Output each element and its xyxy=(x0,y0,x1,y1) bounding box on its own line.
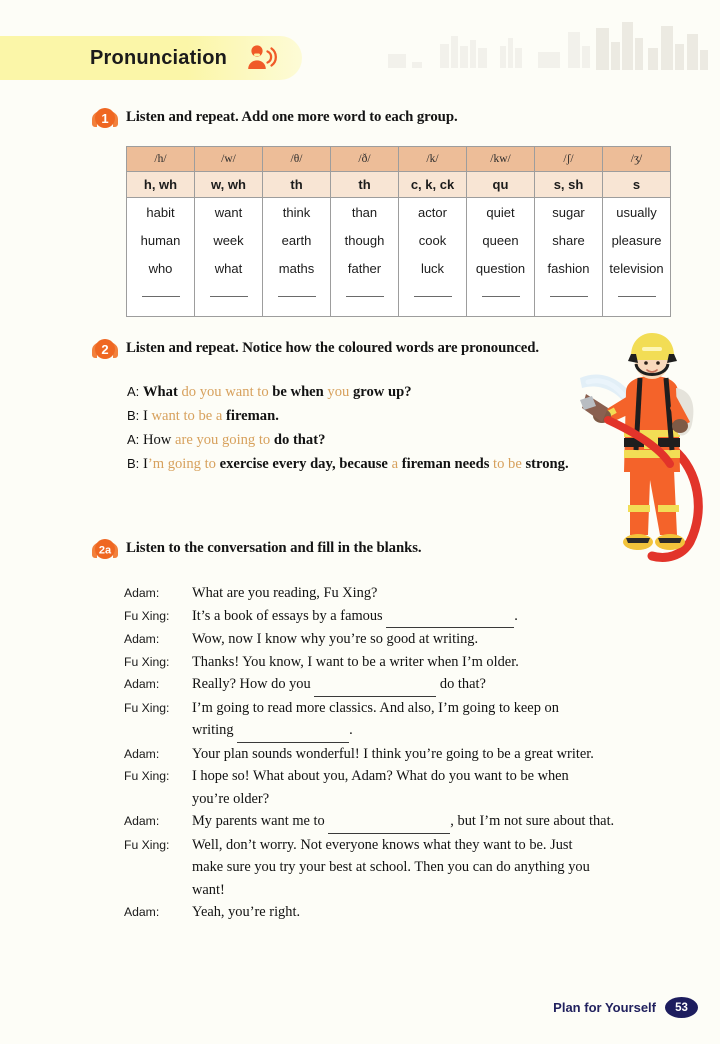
highlighted-phrase: do you want to xyxy=(181,384,273,400)
word-cell: week xyxy=(195,226,263,254)
conversation-text: writing . xyxy=(192,720,709,743)
word-blank-cell[interactable] xyxy=(467,282,535,317)
dialogue-text: grow up? xyxy=(352,384,412,400)
word-cell: sugar xyxy=(535,198,603,227)
footer-unit-title: Plan for Yourself xyxy=(553,1000,656,1015)
conversation-row xyxy=(124,857,709,879)
banner-title: Pronunciation xyxy=(90,46,228,69)
dialogue-speaker: A: xyxy=(127,384,140,399)
speaking-person-icon xyxy=(245,43,277,73)
dialogue-line xyxy=(127,380,569,404)
conversation-speaker: Adam: xyxy=(124,632,160,646)
dialogue-text: strong. xyxy=(525,456,569,472)
conversation-speaker: Adam: xyxy=(124,746,160,761)
city-skyline-watermark xyxy=(382,18,712,80)
word-cell: habit xyxy=(127,198,195,227)
activity-badge-2a xyxy=(88,534,122,562)
highlighted-phrase: to be xyxy=(493,456,526,472)
conversation-speaker: Fu Xing: xyxy=(124,837,170,852)
word-cell: question xyxy=(467,254,535,282)
fill-in-blank[interactable] xyxy=(386,606,514,629)
conversation-row xyxy=(124,789,709,811)
pronunciation-dialogue xyxy=(127,380,569,476)
conversation-speaker: Adam: xyxy=(124,677,160,691)
svg-text:2: 2 xyxy=(101,342,109,357)
dialogue-text: I xyxy=(142,408,152,424)
word-cell: queen xyxy=(467,226,535,254)
conversation-row xyxy=(124,811,709,834)
phonetic-table xyxy=(126,146,671,317)
blank-line xyxy=(210,296,248,297)
dialogue-text: How xyxy=(142,432,175,448)
blank-line xyxy=(550,296,588,297)
dialogue-text: be when xyxy=(272,384,328,400)
word-blank-cell[interactable] xyxy=(603,282,671,317)
table-row-words xyxy=(127,226,671,254)
fill-in-blank[interactable] xyxy=(328,811,450,834)
activity-badge-2 xyxy=(88,334,122,362)
word-cell: father xyxy=(331,254,399,282)
conversation-row xyxy=(124,698,709,720)
blank-line xyxy=(414,296,452,297)
word-cell: who xyxy=(127,254,195,282)
blank-line xyxy=(482,296,520,297)
conversation-speaker xyxy=(124,857,192,860)
letter-group-cell: c, k, ck xyxy=(399,172,467,198)
conversation-row xyxy=(124,652,709,674)
activity-2a-heading: Listen to the conversation and fill in the blanks. xyxy=(126,540,422,556)
word-cell: actor xyxy=(399,198,467,227)
word-blank-cell[interactable] xyxy=(127,282,195,317)
word-cell: though xyxy=(331,226,399,254)
word-blank-cell[interactable] xyxy=(331,282,399,317)
conversation-text: What are you reading, Fu Xing? xyxy=(192,585,378,601)
table-row-blanks[interactable] xyxy=(127,282,671,317)
activity-badge-1 xyxy=(88,103,122,131)
word-blank-cell[interactable] xyxy=(535,282,603,317)
letter-group-cell: th xyxy=(331,172,399,198)
dialogue-text: fireman needs xyxy=(401,456,494,472)
letter-group-cell: qu xyxy=(467,172,535,198)
dialogue-text: What xyxy=(142,384,182,400)
word-blank-cell[interactable] xyxy=(195,282,263,317)
conversation-speaker xyxy=(124,720,192,723)
conversation-speaker xyxy=(124,880,192,883)
conversation-text: Yeah, you’re right. xyxy=(192,904,301,920)
conversation-speaker: Adam: xyxy=(124,586,160,600)
conversation-speaker: Fu Xing: xyxy=(124,769,170,783)
conversation-row xyxy=(124,583,709,605)
page-footer xyxy=(553,997,698,1018)
highlighted-phrase: you xyxy=(327,384,353,400)
svg-text:1: 1 xyxy=(101,111,109,126)
letter-group-cell: w, wh xyxy=(195,172,263,198)
highlighted-phrase: want to be a xyxy=(151,408,227,424)
svg-text:2a: 2a xyxy=(98,544,112,557)
conversation-row xyxy=(124,629,709,651)
dialogue-speaker: A: xyxy=(127,432,140,447)
table-row-words xyxy=(127,198,671,227)
conversation-text: I hope so! What about you, Adam? What do you want to be when xyxy=(192,768,569,784)
conversation-speaker: Fu Xing: xyxy=(124,700,170,715)
phonetic-symbol-cell: /ʃ/ xyxy=(535,147,603,172)
word-cell: human xyxy=(127,226,195,254)
letter-group-cell: th xyxy=(263,172,331,198)
page-number-badge: 53 xyxy=(665,997,698,1018)
highlighted-phrase: are you going to xyxy=(174,432,274,448)
conversation-text: make sure you try your best at school. Then you can do anything you xyxy=(192,859,590,875)
conversation-text: Your plan sounds wonderful! I think you’re going to be a great writer. xyxy=(192,745,594,762)
word-cell: luck xyxy=(399,254,467,282)
dialogue-text: do that? xyxy=(273,432,326,448)
conversation-row xyxy=(124,744,709,766)
fill-in-blank[interactable] xyxy=(314,674,436,697)
word-cell: quiet xyxy=(467,198,535,227)
activity-2-heading: Listen and repeat. Notice how the coloured words are pronounced. xyxy=(126,340,539,356)
word-blank-cell[interactable] xyxy=(399,282,467,317)
letter-group-cell: h, wh xyxy=(127,172,195,198)
conversation-row xyxy=(124,674,709,697)
conversation-text: Really? How do you do that? xyxy=(192,674,709,697)
phonetic-symbol-cell: /h/ xyxy=(127,147,195,172)
dialogue-speaker: B: xyxy=(127,456,140,471)
conversation-text: you’re older? xyxy=(192,790,270,807)
conversation-speaker: Adam: xyxy=(124,814,160,828)
word-cell: cook xyxy=(399,226,467,254)
conversation-speaker: Fu Xing: xyxy=(124,654,170,669)
blank-line xyxy=(346,296,384,297)
fill-in-blank[interactable] xyxy=(237,720,349,743)
highlighted-phrase: ’m going to xyxy=(147,456,220,472)
table-row-symbols xyxy=(127,147,671,172)
dialogue-text: I xyxy=(142,456,148,472)
table-row-letters xyxy=(127,172,671,198)
word-cell: fashion xyxy=(535,254,603,282)
conversation-text: Well, don’t worry. Not everyone knows what they want to be. Just xyxy=(192,836,573,853)
dialogue-text: exercise every day, because xyxy=(219,456,392,472)
word-cell: usually xyxy=(603,198,671,227)
letter-group-cell: s xyxy=(603,172,671,198)
letter-group-cell: s, sh xyxy=(535,172,603,198)
fireman-with-hose-illustration xyxy=(578,330,720,565)
conversation-row xyxy=(124,606,709,629)
pronunciation-banner xyxy=(0,36,302,80)
word-cell: think xyxy=(263,198,331,227)
conversation-speaker: Adam: xyxy=(124,905,160,919)
conversation-text: Wow, now I know why you’re so good at writing. xyxy=(192,631,479,647)
dialogue-speaker: B: xyxy=(127,408,140,423)
conversation-transcript xyxy=(124,583,709,925)
phonetic-symbol-cell: /k/ xyxy=(399,147,467,172)
word-cell: television xyxy=(603,254,671,282)
word-cell: earth xyxy=(263,226,331,254)
word-cell: share xyxy=(535,226,603,254)
highlighted-phrase: a xyxy=(391,456,402,472)
conversation-speaker: Fu Xing: xyxy=(124,608,170,623)
phonetic-symbol-cell: /ð/ xyxy=(331,147,399,172)
word-cell: pleasure xyxy=(603,226,671,254)
blank-line xyxy=(278,296,316,297)
dialogue-line xyxy=(127,404,569,428)
activity-1-heading: Listen and repeat. Add one more word to each group. xyxy=(126,109,458,125)
conversation-row xyxy=(124,835,709,857)
conversation-row xyxy=(124,880,709,902)
conversation-text: want! xyxy=(192,881,225,898)
dialogue-line xyxy=(127,428,569,452)
phonetic-symbol-cell: /w/ xyxy=(195,147,263,172)
word-cell: what xyxy=(195,254,263,282)
table-row-words xyxy=(127,254,671,282)
blank-line xyxy=(618,296,656,297)
conversation-row xyxy=(124,902,709,924)
conversation-text: My parents want me to , but I’m not sure about that. xyxy=(192,811,709,834)
conversation-speaker xyxy=(124,789,192,792)
dialogue-line xyxy=(127,452,569,476)
word-cell: maths xyxy=(263,254,331,282)
blank-line xyxy=(142,296,180,297)
phonetic-symbol-cell: /kw/ xyxy=(467,147,535,172)
phonetic-symbol-cell: /θ/ xyxy=(263,147,331,172)
conversation-text: It’s a book of essays by a famous . xyxy=(192,606,709,629)
conversation-row xyxy=(124,766,709,788)
conversation-row xyxy=(124,720,709,743)
phonetic-symbol-cell: /ʒ/ xyxy=(603,147,671,172)
conversation-text: Thanks! You know, I want to be a writer when I’m older. xyxy=(192,653,519,670)
word-blank-cell[interactable] xyxy=(263,282,331,317)
dialogue-text: fireman. xyxy=(226,408,279,424)
word-cell: want xyxy=(195,198,263,227)
conversation-text: I’m going to read more classics. And also, I’m going to keep on xyxy=(192,699,559,716)
word-cell: than xyxy=(331,198,399,227)
